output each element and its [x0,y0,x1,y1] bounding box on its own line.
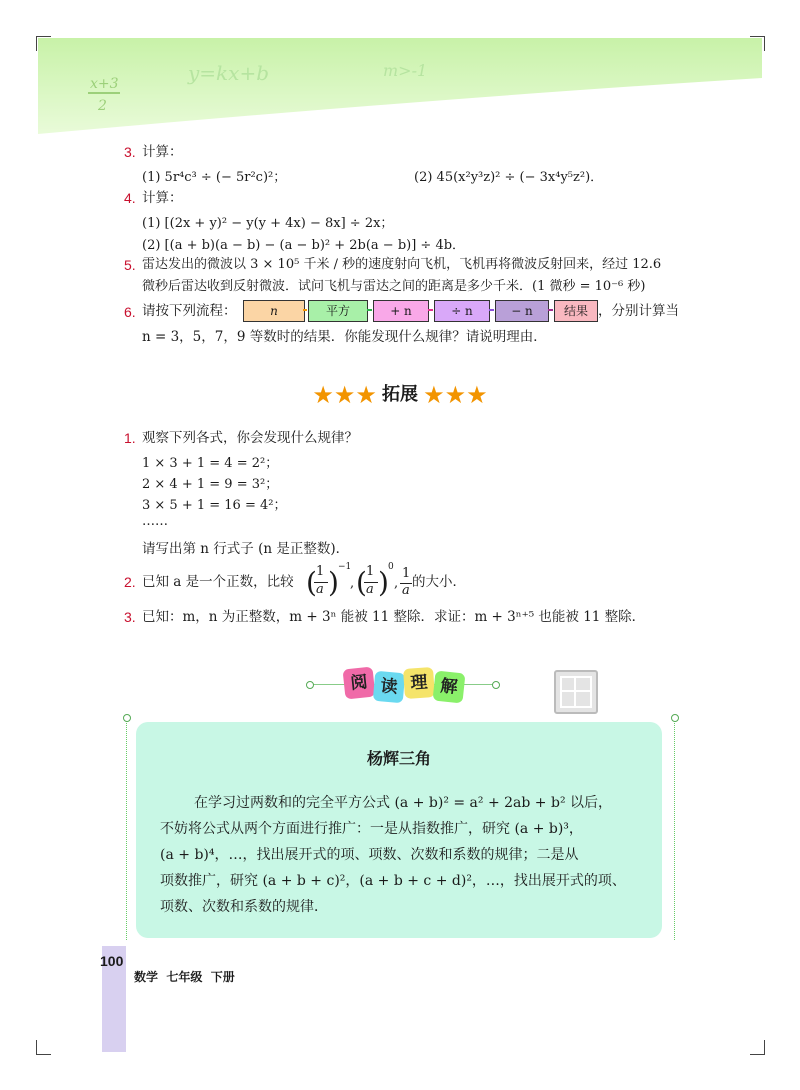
exercise-6-suffix: ，分别计算当 [598,303,679,319]
exercise-3-part-2: (2) 45(x²y³z)² ÷ (− 3x⁴y⁵z²)． [414,170,604,185]
exercise-6-prefix: 请按下列流程： [142,303,237,319]
exercise-3-number: 3. [124,144,136,160]
reading-tile-1: 阅 [343,667,376,700]
extension-2-fractions: ( 1 a ) −1 , ( 1 a ) 0 , 1 a [306,562,411,599]
exercise-5-line-1: 雷达发出的微波以 3 × 10⁵ 千米 / 秒的速度射向飞机，飞机再将微波反射回来，经过 12.6 [142,257,662,272]
extension-1-line-4: …… [142,514,168,529]
reading-line-3: (a + b)⁴，…，找出展开式的项、项数、次数和系数的规律；二是从 [160,847,579,863]
header-banner [38,38,762,134]
frac-1-exp: −1 [338,562,352,572]
exercise-3-label: 计算： [142,144,183,160]
flow-arrow-2 [367,309,372,311]
frac-2-exp: 0 [388,562,394,572]
reading-box [136,722,662,938]
dotted-rule-right [674,720,675,940]
extension-1-number: 1. [124,430,136,446]
frac-3-den: a [402,583,410,598]
exercise-5-number: 5. [124,257,136,273]
reading-line-5: 项数、次数和系数的规律． [160,899,328,915]
book-title: 数学 七年级 下册 [134,970,235,984]
reading-title: 杨辉三角 [366,749,431,768]
reading-tile-3: 理 [403,667,435,699]
exercise-4-part-2: (2) [(a + b)(a − b) − (a − b)² + 2b(a − b)] ÷ 4b． [142,238,466,253]
exercise-4-part-1: (1) [(2x + y)² − y(y + 4x) − 8x] ÷ 2x； [142,216,394,231]
frac-1-num: 1 [316,564,325,579]
exercise-3-part-1: (1) 5r⁴c³ ÷ (− 5r²c)²； [142,170,287,185]
extension-1-text: 观察下列各式，你会发现什么规律？ [142,430,358,446]
flow-step-square: 平方 [308,300,368,322]
extension-3-number: 3. [124,609,136,625]
banner-formula-linear: y=kx+b [188,61,270,85]
extension-heading [0,380,800,409]
flow-step-n: n [243,300,305,322]
exercise-6-line-2: n = 3，5，7，9 等数时的结果．你能发现什么规律？请说明理由． [142,329,547,345]
banner-formula-fraction-num: x+3 [90,76,119,92]
flow-arrow-5 [548,309,553,311]
exercise-4-number: 4. [124,190,136,206]
reading-tile-4: 解 [433,671,466,704]
extension-1-ask: 请写出第 n 行式子 (n 是正整数)． [142,541,350,557]
extension-1-line-1: 1 × 3 + 1 = 4 = 2²； [142,456,279,471]
flow-step-result: 结果 [554,300,598,322]
extension-3-text: 已知：m，n 为正整数，m + 3ⁿ 能被 11 整除．求证：m + 3ⁿ⁺⁵ 也能被 11 整除． [142,609,646,625]
flow-arrow-4 [489,309,494,311]
banner-formula-fraction-den: 2 [98,98,107,114]
reading-heading [308,666,498,706]
extension-1-line-3: 3 × 5 + 1 = 16 = 4²； [142,498,287,513]
flow-arrow-3 [428,309,433,311]
flow-step-minus-n: − n [495,300,549,322]
reading-tile-2: 读 [373,671,406,704]
exercise-6-number: 6. [124,304,136,320]
flow-step-plus-n: + n [373,300,429,322]
exercise-4-label: 计算： [142,190,183,206]
frac-2-num: 1 [366,564,375,579]
seal-icon [554,670,598,714]
extension-title: 拓展 [382,384,418,405]
flow-arrow-1 [303,309,307,311]
crop-mark-bottom-right [750,1040,765,1055]
reading-line-4: 项数推广，研究 (a + b + c)²，(a + b + c + d)²，…，找出展开式的项、 [160,873,626,889]
dotted-rule-left [126,720,127,940]
page-number: 100 [100,953,124,969]
extension-1-line-2: 2 × 4 + 1 = 9 = 3²； [142,477,279,492]
extension-2-suffix: 的大小． [412,574,466,590]
star-icon: ★★★ [312,381,377,409]
exercise-5-line-2: 微秒后雷达收到反射微波．试问飞机与雷达之间的距离是多少千米．(1 微秒 = 10⁻⁶ 秒) [142,279,646,294]
extension-2-number: 2. [124,574,136,590]
frac-3-num: 1 [402,566,411,581]
crop-mark-bottom-left [36,1040,51,1055]
banner-formula-inequality: m>-1 [383,61,428,80]
reading-line-1: 在学习过两数和的完全平方公式 (a + b)² = a² + 2ab + b² 以后， [194,795,613,811]
frac-2-den: a [366,582,374,597]
star-icon: ★★★ [423,381,488,409]
flow-step-divide-n: ÷ n [434,300,490,322]
reading-line-2: 不妨将公式从两个方面进行推广：一是从指数推广，研究 (a + b)³， [160,821,583,837]
extension-2-prefix: 已知 a 是一个正数，比较 [142,574,294,590]
frac-1-den: a [316,582,324,597]
